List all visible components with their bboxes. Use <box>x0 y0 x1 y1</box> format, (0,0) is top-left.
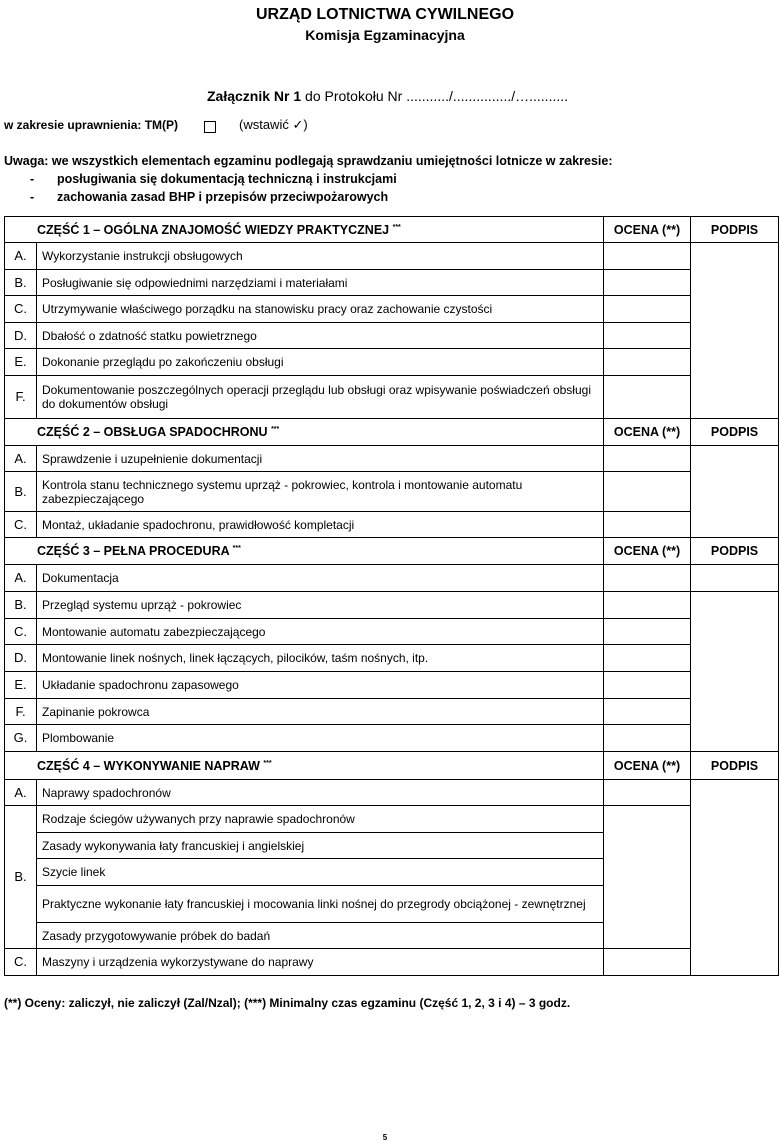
page-number: 5 <box>382 1133 388 1142</box>
table-row <box>5 949 779 976</box>
row-text: Dokonanie przeglądu po zakończeniu obsługi <box>37 349 604 376</box>
table-row <box>5 565 779 592</box>
row-text: Naprawy spadochronów <box>37 780 604 806</box>
section-header <box>5 538 779 565</box>
row-text: Montowanie automatu zabezpieczającego <box>37 619 604 645</box>
section-title: CZĘŚĆ 4 – WYKONYWANIE NAPRAW *** <box>5 752 604 780</box>
section-header <box>5 217 779 243</box>
row-text: Dokumentacja <box>37 565 604 592</box>
sign-header: PODPIS <box>691 419 779 446</box>
table-row <box>5 512 779 538</box>
section-header <box>5 419 779 446</box>
grade-cell[interactable] <box>604 512 691 538</box>
signature-cell[interactable] <box>691 565 779 592</box>
grade-cell[interactable] <box>604 619 691 645</box>
grade-cell[interactable] <box>604 376 691 419</box>
row-letter: B. <box>5 592 37 619</box>
table-row <box>5 592 779 619</box>
grade-cell[interactable] <box>604 645 691 672</box>
row-text: Montaż, układanie spadochronu, prawidłowość kompletacji <box>37 512 604 538</box>
grade-cell[interactable] <box>604 446 691 472</box>
table-row <box>5 472 779 512</box>
row-text: Montowanie linek nośnych, linek łączących, pilocików, taśm nośnych, itp. <box>37 645 604 672</box>
row-letter: A. <box>5 446 37 472</box>
row-letter: C. <box>5 296 37 323</box>
section-title: CZĘŚĆ 1 – OGÓLNA ZNAJOMOŚĆ WIEDZY PRAKTYCZNEJ *** <box>5 217 604 243</box>
grade-cell[interactable] <box>604 349 691 376</box>
row-letter: E. <box>5 349 37 376</box>
section-title: CZĘŚĆ 2 – OBSŁUGA SPADOCHRONU *** <box>5 419 604 446</box>
table-row <box>5 725 779 752</box>
authority-title: URZĄD LOTNICTWA CYWILNEGO <box>255 6 515 23</box>
signature-cell[interactable] <box>691 592 779 752</box>
grade-cell[interactable] <box>604 323 691 349</box>
tmp-checkbox[interactable] <box>204 121 216 133</box>
row-letter: F. <box>5 699 37 725</box>
row-letter: D. <box>5 645 37 672</box>
note-item: - zachowania zasad BHP i przepisów przeciwpożarowych <box>30 190 389 204</box>
annex-line <box>207 88 568 104</box>
row-text: Sprawdzenie i uzupełnienie dokumentacji <box>37 446 604 472</box>
grade-header: OCENA (**) <box>604 217 691 243</box>
row-text: Utrzymywanie właściwego porządku na stanowisku pracy oraz zachowanie czystości <box>37 296 604 323</box>
row-text: Praktyczne wykonanie łaty francuskiej i mocowania linki nośnej do przegrody obciążonej - zewnętrznej <box>37 886 604 923</box>
annex-protocol-number: do Protokołu Nr .........../.............../….......... <box>301 88 569 104</box>
signature-cell[interactable] <box>691 780 779 976</box>
table-row <box>5 699 779 725</box>
commission-subtitle: Komisja Egzaminacyjna <box>305 27 465 43</box>
row-letter: D. <box>5 323 37 349</box>
grade-cell[interactable] <box>604 949 691 976</box>
row-letter: G. <box>5 725 37 752</box>
section-title: CZĘŚĆ 3 – PEŁNA PROCEDURA *** <box>5 538 604 565</box>
sign-header: PODPIS <box>691 538 779 565</box>
row-letter: A. <box>5 780 37 806</box>
row-text: Szycie linek <box>37 859 604 886</box>
row-text: Dbałość o zdatność statku powietrznego <box>37 323 604 349</box>
table-row <box>5 446 779 472</box>
table-row <box>5 270 779 296</box>
grade-cell[interactable] <box>604 780 691 806</box>
table-row <box>5 645 779 672</box>
note-list <box>30 172 397 208</box>
table-row <box>5 376 779 419</box>
grade-cell[interactable] <box>604 592 691 619</box>
grade-cell[interactable] <box>604 699 691 725</box>
table-row <box>5 672 779 699</box>
note-item: - posługiwania się dokumentacją techniczną i instrukcjami <box>30 172 397 186</box>
row-text: Posługiwanie się odpowiednimi narzędziami i materiałami <box>37 270 604 296</box>
grade-cell[interactable] <box>604 806 691 949</box>
row-letter: B. <box>5 806 37 949</box>
row-text: Przegląd systemu uprząż - pokrowiec <box>37 592 604 619</box>
grade-header: OCENA (**) <box>604 419 691 446</box>
annex-label: Załącznik Nr 1 <box>207 88 302 104</box>
row-letter: F. <box>5 376 37 419</box>
grade-cell[interactable] <box>604 725 691 752</box>
grade-cell[interactable] <box>604 296 691 323</box>
sign-header: PODPIS <box>691 217 779 243</box>
row-letter: A. <box>5 565 37 592</box>
row-text: Zasady wykonywania łaty francuskiej i angielskiej <box>37 833 604 859</box>
grade-header: OCENA (**) <box>604 538 691 565</box>
row-letter: B. <box>5 270 37 296</box>
scope-label: w zakresie uprawnienia: TM(P) <box>4 118 179 132</box>
grade-cell[interactable] <box>604 672 691 699</box>
row-letter: C. <box>5 949 37 976</box>
row-letter: C. <box>5 619 37 645</box>
row-letter: A. <box>5 243 37 270</box>
row-text: Zapinanie pokrowca <box>37 699 604 725</box>
row-text: Zasady przygotowywanie próbek do badań <box>37 923 604 949</box>
row-text: Rodzaje ściegów używanych przy naprawie spadochronów <box>37 806 604 833</box>
grade-cell[interactable] <box>604 565 691 592</box>
row-text: Wykorzystanie instrukcji obsługowych <box>37 243 604 270</box>
signature-cell[interactable] <box>691 243 779 419</box>
section-header <box>5 752 779 780</box>
sign-header: PODPIS <box>691 752 779 780</box>
signature-cell[interactable] <box>691 446 779 538</box>
note-intro: Uwaga: we wszystkich elementach egzaminu podlegają sprawdzaniu umiejętności lotnicze w zakresie: <box>4 154 613 168</box>
row-letter: C. <box>5 512 37 538</box>
table-row <box>5 323 779 349</box>
exam-table <box>4 216 779 976</box>
table-row <box>5 296 779 323</box>
table-row <box>5 780 779 806</box>
insert-hint: (wstawić ✓) <box>239 117 308 132</box>
row-text: Maszyny i urządzenia wykorzystywane do naprawy <box>37 949 604 976</box>
footnote: (**) Oceny: zaliczył, nie zaliczył (Zal/Nzal); (***) Minimalny czas egzaminu (Część 1, 2, 3 i 4) – 3 godz. <box>4 996 571 1010</box>
grade-cell[interactable] <box>604 270 691 296</box>
grade-cell[interactable] <box>604 472 691 512</box>
row-text: Plombowanie <box>37 725 604 752</box>
row-text: Dokumentowanie poszczególnych operacji przeglądu lub obsługi oraz wpisywanie poświadczeń obsługi do dokumentów obsługi <box>37 376 604 419</box>
table-row <box>5 806 779 833</box>
row-text: Układanie spadochronu zapasowego <box>37 672 604 699</box>
row-letter: B. <box>5 472 37 512</box>
table-row <box>5 349 779 376</box>
grade-cell[interactable] <box>604 243 691 270</box>
table-row <box>5 243 779 270</box>
grade-header: OCENA (**) <box>604 752 691 780</box>
row-letter: E. <box>5 672 37 699</box>
row-text: Kontrola stanu technicznego systemu uprząż - pokrowiec, kontrola i montowanie automatu zabezpieczającego <box>37 472 604 512</box>
table-row <box>5 619 779 645</box>
